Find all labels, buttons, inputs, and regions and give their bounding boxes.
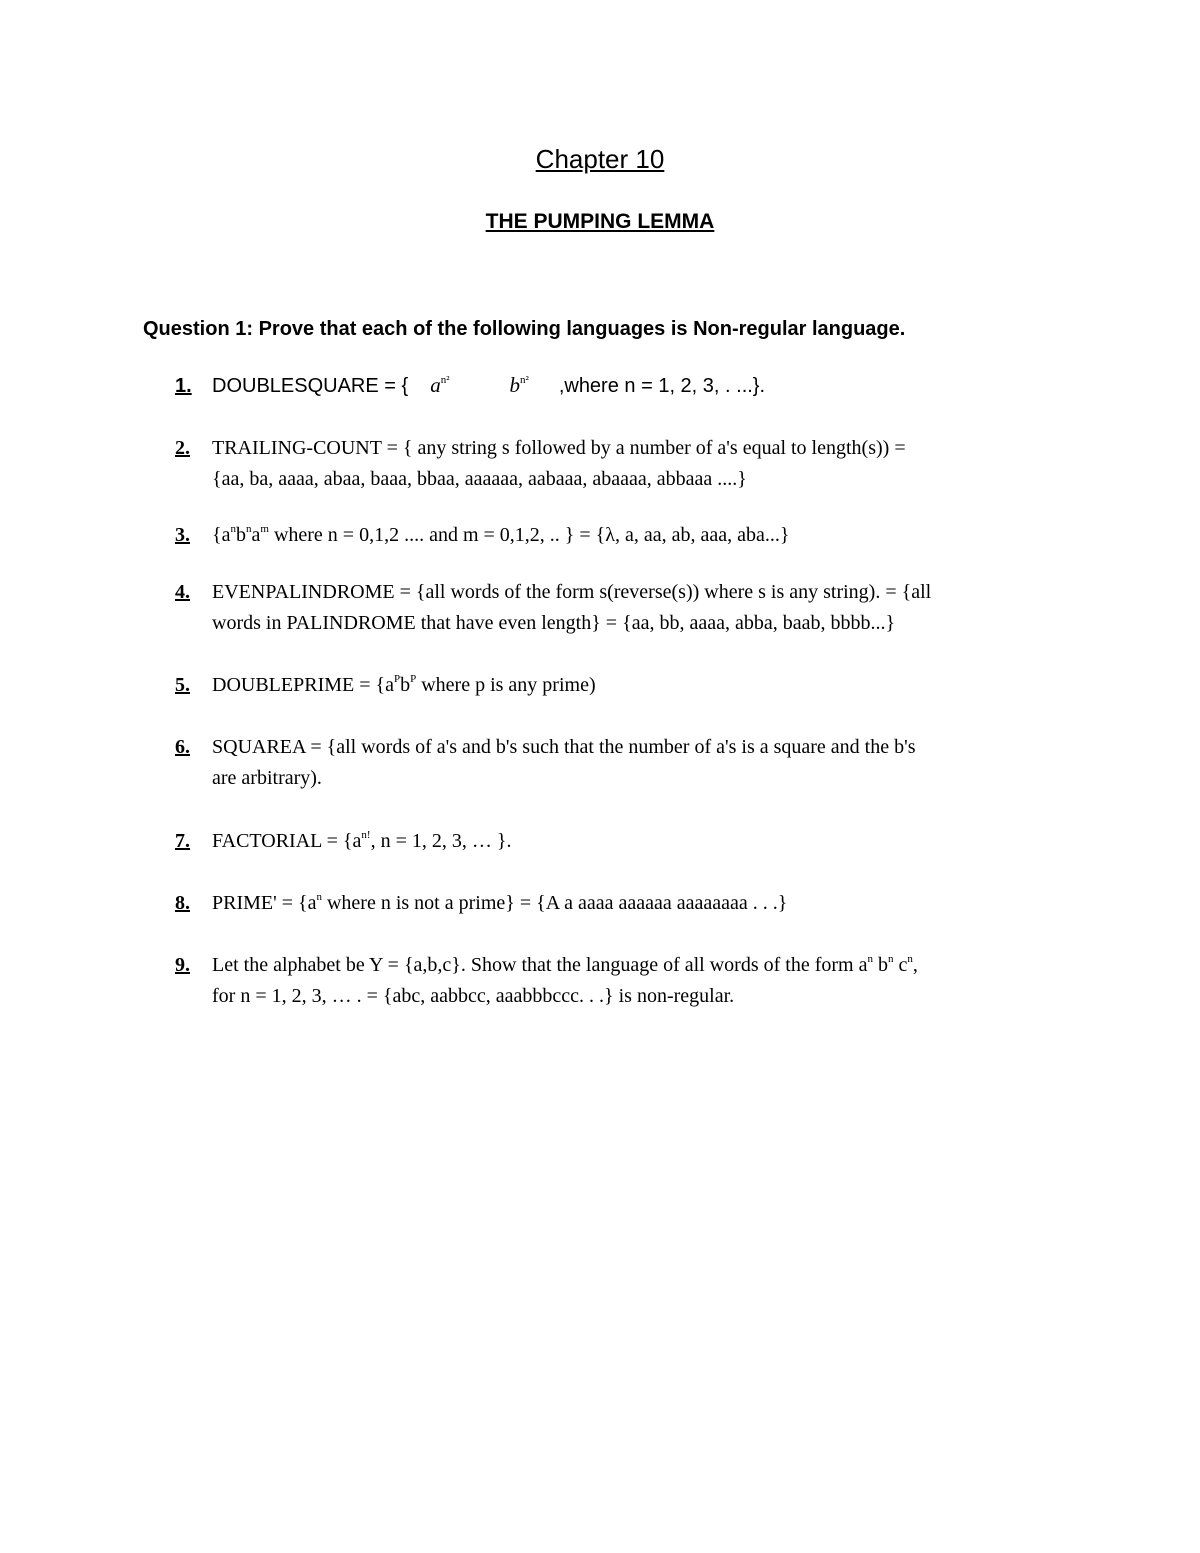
math-superscript: n (867, 953, 873, 965)
item-text-continued: for n = 1, 2, 3, … . = {abc, aabbcc, aaabbbccc. . .} is non-regular. (212, 985, 735, 1007)
math-superscript: n (316, 891, 322, 903)
item-text: where n is not a prime} = {A a aaaa aaaaaa aaaaaaaa . . .} (321, 892, 788, 914)
list-item-3 (175, 520, 1070, 551)
item-number: 4. (175, 581, 190, 603)
item-text: SQUAREA = {all words of a's and b's such that the number of a's is a square and the b's (212, 736, 916, 758)
item-text: TRAILING-COUNT = { any string s followed by a number of a's equal to length(s)) = (212, 437, 906, 459)
item-text: ,where n = 1, 2, 3, . ...}. (558, 375, 766, 397)
item-number: 9. (175, 954, 190, 976)
math-exponent: n² (440, 374, 450, 386)
list-item-8 (175, 888, 1070, 919)
item-text: FACTORIAL = {a (212, 830, 362, 852)
item-text: , (912, 954, 918, 976)
math-superscript: n (907, 953, 913, 965)
section-title: THE PUMPING LEMMA (485, 210, 715, 233)
list-item-6 (175, 732, 1070, 794)
math-superscript: n (887, 953, 894, 965)
item-text-continued: {aa, ba, aaaa, abaa, baaa, bbaa, aaaaaa, aabaaa, abaaaa, abbaaa ....} (212, 468, 747, 490)
math-superscript: P (393, 673, 401, 685)
math-superscript: m (260, 523, 269, 535)
list-item-9 (175, 950, 1070, 1012)
item-text-continued: are arbitrary). (212, 767, 322, 789)
item-text-continued: words in PALINDROME that have even length} = {aa, bb, aaaa, abba, baab, bbbb...} (212, 612, 896, 634)
math-superscript: P (410, 673, 417, 685)
item-number: 2. (175, 437, 190, 459)
list-item-7 (175, 826, 1070, 857)
item-text: {a (212, 524, 231, 546)
item-number: 7. (175, 830, 190, 852)
item-number: 5. (175, 674, 190, 696)
chapter-title: Chapter 10 (535, 144, 665, 174)
list-item-1 (175, 370, 1070, 402)
list-item-5 (175, 670, 1070, 701)
math-superscript: n (245, 523, 252, 535)
question-heading: Question 1: Prove that each of the following languages is Non-regular language. (143, 318, 906, 340)
list-item-2 (175, 433, 1070, 495)
math-var-a: a (430, 373, 441, 397)
item-text: EVENPALINDROME = {all words of the form s(reverse(s)) where s is any string). = {all (212, 581, 932, 603)
list-item-4 (175, 577, 1070, 639)
item-number: 1. (175, 375, 192, 397)
item-text: , n = 1, 2, 3, … }. (370, 830, 512, 852)
item-text: b (400, 674, 411, 696)
item-text: DOUBLESQUARE = { (212, 375, 409, 397)
item-text: a (251, 524, 261, 546)
item-text: DOUBLEPRIME = {a (212, 674, 394, 696)
item-number: 8. (175, 892, 190, 914)
item-number: 3. (175, 524, 190, 546)
item-number: 6. (175, 736, 190, 758)
math-exponent: n² (520, 374, 529, 386)
item-text: b (872, 954, 888, 976)
item-text: c (893, 954, 908, 976)
item-text: where n = 0,1,2 .... and m = 0,1,2, .. } = {λ, a, aa, ab, aaa, aba...} (268, 524, 790, 546)
math-var-b: b (509, 373, 520, 397)
math-superscript: n! (361, 829, 371, 841)
item-text: b (235, 524, 246, 546)
item-text: Let the alphabet be Y = {a,b,c}. Show that the language of all words of the form a (212, 954, 868, 976)
math-superscript: n (230, 523, 236, 535)
item-text: where p is any prime) (416, 674, 596, 696)
item-text: PRIME' = {a (212, 892, 317, 914)
